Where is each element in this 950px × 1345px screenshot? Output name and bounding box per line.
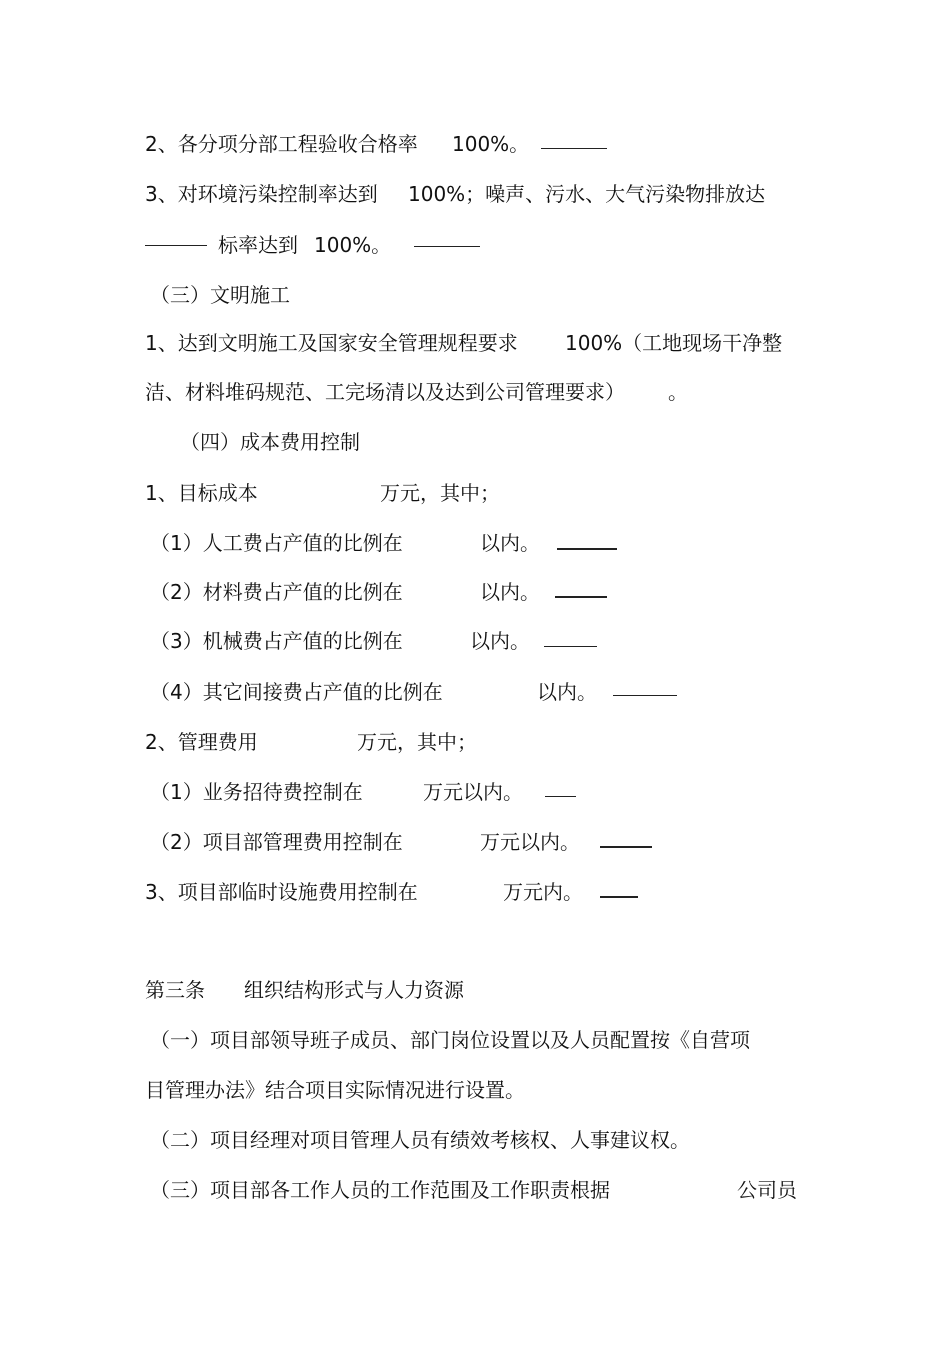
text-line: 3、项目部临时设施费用控制在: [145, 880, 418, 904]
text-line: 100%；噪声、污水、大气污染物排放达: [408, 182, 766, 206]
text-line: 万元以内。: [423, 780, 523, 804]
text-line: 100%（工地现场干净整: [565, 331, 783, 355]
blank-underline: [613, 695, 677, 696]
text-line: 洁、材料堆码规范、工完场清以及达到公司管理要求）: [145, 380, 625, 404]
text-line: 1、目标成本: [145, 481, 258, 505]
text-line: （二）项目经理对项目管理人员有绩效考核权、人事建议权。: [150, 1128, 690, 1152]
blank-underline: [555, 596, 607, 598]
text-line: 目管理办法》结合项目实际情况进行设置。: [145, 1078, 525, 1102]
text-line: （1）人工费占产值的比例在: [150, 531, 403, 555]
blank-underline: [545, 796, 576, 797]
text-line: 100%。: [452, 132, 530, 156]
text-line: 。: [668, 380, 688, 404]
blank-underline: [145, 245, 207, 246]
section-heading: （四）成本费用控制: [180, 430, 360, 454]
text-line: 2、各分项分部工程验收合格率: [145, 132, 418, 156]
text-line: 万元以内。: [480, 830, 580, 854]
text-line: （2）项目部管理费用控制在: [150, 830, 403, 854]
blank-underline: [600, 846, 652, 848]
text-line: 1、达到文明施工及国家安全管理规程要求: [145, 331, 518, 355]
article-heading-title: 组织结构形式与人力资源: [244, 978, 464, 1002]
blank-underline: [544, 646, 597, 647]
blank-underline: [541, 148, 607, 149]
text-line: 100%。: [314, 233, 392, 257]
text-line: 公司员: [737, 1178, 797, 1202]
text-line: 万元，其中；: [380, 481, 500, 505]
article-heading-number: 第三条: [145, 978, 205, 1002]
text-line: 以内。: [480, 531, 540, 555]
blank-underline: [600, 896, 638, 898]
text-line: 3、对环境污染控制率达到: [145, 182, 378, 206]
text-line: 标率达到: [218, 233, 298, 257]
text-line: （2）材料费占产值的比例在: [150, 580, 403, 604]
text-line: （三）项目部各工作人员的工作范围及工作职责根据: [150, 1178, 610, 1202]
text-line: 以内。: [537, 680, 597, 704]
text-line: 以内。: [480, 580, 540, 604]
text-line: （4）其它间接费占产值的比例在: [150, 680, 443, 704]
text-line: 以内。: [470, 629, 530, 653]
text-line: （3）机械费占产值的比例在: [150, 629, 403, 653]
section-heading: （三）文明施工: [150, 283, 290, 307]
blank-underline: [414, 246, 480, 247]
text-line: 万元，其中；: [357, 730, 477, 754]
text-line: （1）业务招待费控制在: [150, 780, 363, 804]
text-line: （一）项目部领导班子成员、部门岗位设置以及人员配置按《自营项: [150, 1028, 750, 1052]
text-line: 2、管理费用: [145, 730, 258, 754]
text-line: 万元内。: [503, 880, 583, 904]
blank-underline: [557, 548, 617, 550]
